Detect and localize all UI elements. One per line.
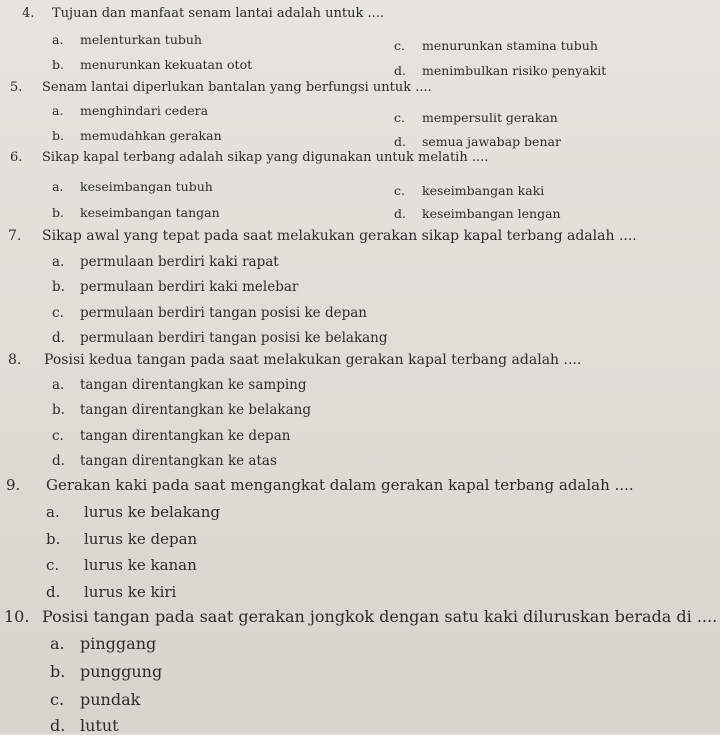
question-number: 8. (8, 352, 22, 368)
option-text: menurunkan kekuatan otot (80, 57, 253, 72)
option-letter: a. (46, 503, 60, 521)
option-text: permulaan berdiri kaki melebar (80, 279, 299, 295)
option-text: menghindari cedera (80, 103, 209, 118)
option-letter: a. (52, 254, 65, 270)
option-letter: b. (52, 128, 64, 143)
option-text: lutut (80, 716, 119, 735)
option-letter: b. (52, 402, 65, 418)
option-text: pundak (80, 690, 141, 709)
option-text: keseimbangan tubuh (80, 179, 213, 194)
option-letter: c. (50, 690, 65, 709)
option-letter: d. (52, 330, 65, 346)
option-text: lurus ke depan (84, 530, 198, 548)
option-text: keseimbangan tangan (80, 205, 220, 220)
option-text: lurus ke belakang (84, 503, 221, 521)
question-text: Tujuan dan manfaat senam lantai adalah untuk .... (52, 6, 385, 21)
option-letter: a. (52, 103, 64, 118)
option-letter: d. (46, 583, 61, 601)
option-letter: d. (394, 63, 406, 78)
option-letter: a. (50, 634, 65, 653)
question-text: Sikap kapal terbang adalah sikap yang digunakan untuk melatih .... (42, 150, 489, 165)
option-text: permulaan berdiri tangan posisi ke depan (80, 305, 367, 321)
option-text: tangan direntangkan ke depan (80, 428, 291, 444)
option-letter: a. (52, 179, 64, 194)
option-text: mempersulit gerakan (422, 110, 558, 125)
option-letter: b. (52, 205, 64, 220)
question-text: Senam lantai diperlukan bantalan yang berfungsi untuk .... (42, 80, 432, 95)
option-text: menurunkan stamina tubuh (422, 38, 598, 53)
option-text: lurus ke kanan (84, 556, 197, 574)
option-text: tangan direntangkan ke atas (80, 453, 277, 469)
question-number: 7. (8, 228, 22, 244)
option-text: permulaan berdiri kaki rapat (80, 254, 279, 270)
question-number: 6. (10, 150, 23, 165)
question-text: Posisi kedua tangan pada saat melakukan gerakan kapal terbang adalah .... (44, 352, 582, 368)
option-text: menimbulkan risiko penyakit (422, 63, 607, 78)
option-text: permulaan berdiri tangan posisi ke belakang (80, 330, 388, 346)
option-letter: a. (52, 377, 65, 393)
question-number: 5. (10, 80, 23, 95)
option-letter: c. (52, 305, 64, 321)
option-text: pinggang (80, 634, 157, 653)
option-text: punggung (80, 662, 163, 681)
option-letter: c. (394, 38, 405, 53)
question-text: Sikap awal yang tepat pada saat melakukan gerakan sikap kapal terbang adalah .... (42, 228, 637, 244)
option-text: keseimbangan lengan (422, 206, 561, 221)
question-text: Gerakan kaki pada saat mengangkat dalam gerakan kapal terbang adalah .... (46, 476, 634, 494)
option-letter: b. (52, 279, 65, 295)
option-letter: a. (52, 32, 64, 47)
option-text: keseimbangan kaki (422, 183, 545, 198)
option-text: tangan direntangkan ke samping (80, 377, 307, 393)
option-letter: b. (50, 662, 66, 681)
option-letter: c. (52, 428, 64, 444)
option-text: lurus ke kiri (84, 583, 177, 601)
option-letter: c. (46, 556, 60, 574)
option-text: tangan direntangkan ke belakang (80, 402, 311, 418)
question-number: 10. (4, 607, 30, 626)
option-letter: b. (46, 530, 61, 548)
option-letter: d. (394, 134, 406, 149)
option-letter: d. (394, 206, 406, 221)
option-letter: d. (50, 716, 66, 735)
option-letter: c. (394, 183, 405, 198)
option-text: semua jawabap benar (422, 134, 561, 149)
question-text: Posisi tangan pada saat gerakan jongkok dengan satu kaki diluruskan berada di .... (42, 607, 718, 626)
option-text: memudahkan gerakan (80, 128, 222, 143)
option-letter: d. (52, 453, 65, 469)
question-number: 9. (6, 476, 21, 494)
option-text: melenturkan tubuh (80, 32, 202, 47)
option-letter: b. (52, 57, 64, 72)
option-letter: c. (394, 110, 405, 125)
question-number: 4. (22, 6, 35, 21)
